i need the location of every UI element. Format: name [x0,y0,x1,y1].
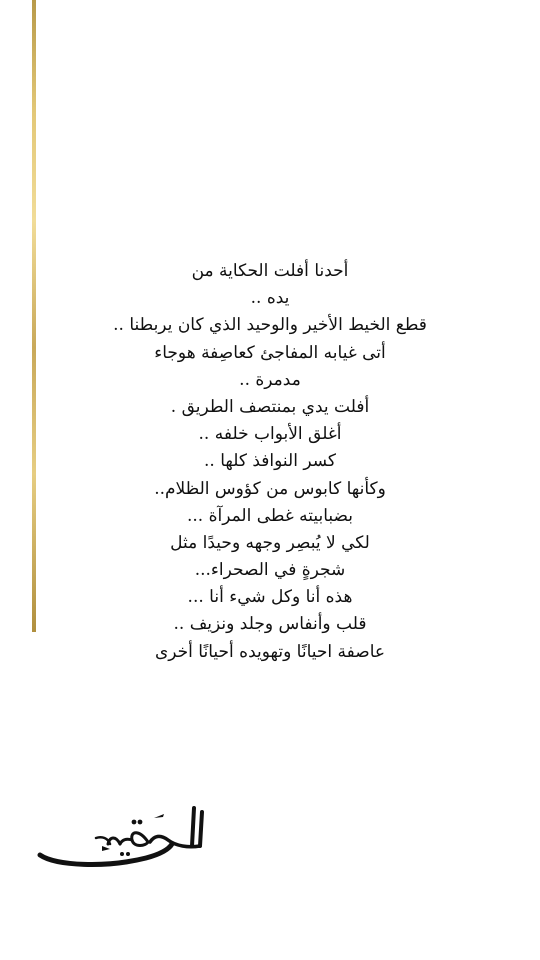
poem-line-14: قلب وأنفاس وجلد ونزيف .. [173,614,367,635]
poem-line-9: وكأنها كابوس من كؤوس الظلام.. [154,478,386,499]
poem-line-7: أغلق الأبواب خلفه .. [198,424,342,445]
poem-line-11: لكي لا يُبصِر وجهه وحيدًا مثل [170,532,370,553]
poem-line-10: بضبابيته غطى المرآة ... [186,505,354,526]
poem-line-4: أتى غيابه المفاجئ كعاصِفة هوجاء [154,342,386,363]
poem-line-3: قطع الخيط الأخير والوحيد الذي كان يربطنا .. [113,315,427,336]
poem-line-2: يده .. [250,288,290,309]
gold-vertical-line [32,0,36,632]
poem-text [60,258,480,666]
poem-line-15: عاصفة احيانًا وتهويده أحيانًا أخرى [154,641,386,662]
poem-line-1: أحدنا أفلت الحكاية من [191,261,349,281]
poem-line-12: شجرةٍ في الصحراء... [194,560,346,581]
poem-line-8: كسر النوافذ كلها .. [204,451,336,472]
poem-line-6: أفلت يدي بمنتصف الطريق . [170,396,370,417]
signature-calligraphy [36,800,206,875]
poem-line-13: هذه أنا وكل شيء أنا ... [187,587,353,608]
poem-line-5: مدمرة .. [239,369,301,390]
